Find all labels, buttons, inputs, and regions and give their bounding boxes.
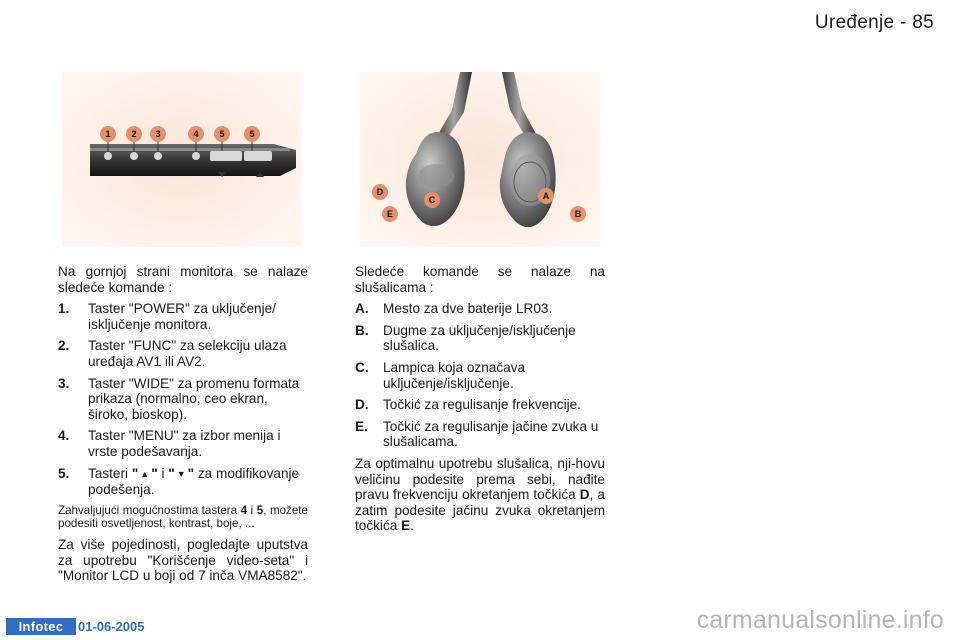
list-item [58,466,308,498]
item-key: A. [355,301,369,317]
outro-text-a: Za optimalnu upotrebu slušalica, nji-hovu veličinu podesite prema sebi, nađite pravu frekvenciju okretanjem točkića [355,455,605,503]
callout-E: E [382,206,398,222]
item-key: E. [355,418,368,434]
callout-B: B [570,206,586,222]
item-key: 4. [58,428,70,444]
callout-4: 4 [188,126,204,142]
quote-close-1: " [151,465,158,481]
arrow-up-icon: ▲ [140,468,150,479]
note-key-4: 4 [240,503,248,517]
left-column [58,264,308,590]
item5-prefix: Tasteri [88,465,129,481]
item-text [88,466,308,498]
left-note [58,504,308,531]
item5-conj: i [161,465,165,481]
list-item [58,301,308,332]
item-text: Točkić za regulisanje jačine zvuka u slušalicama. [383,418,599,450]
callout-A: A [538,188,554,204]
outro-key-e: E [401,518,411,534]
site-watermark[interactable]: carmanualsonline.info [696,606,944,634]
left-more-info: Za više pojedinosti, pogledajte uputstva za upotrebu "Korišćenje video-seta" i "Monitor LCD u boji od 7 inča VMA8582". [58,536,308,584]
outro-text-c: , a zatim podesite jačinu zvuka okretanjem točkića [355,487,605,534]
item-key: 5. [58,465,70,481]
right-intro: Sledeće komande se nalaze na slušalicama : [355,264,605,295]
outro-key-d: D [579,487,590,503]
item-key: 1. [58,301,70,317]
arrow-down-icon: ▼ [176,468,186,479]
page-number: 85 [912,12,934,33]
quote-open-2: " [168,465,175,481]
figure-headphones [360,72,600,247]
right-outro [355,456,605,534]
callout-C: C [424,192,440,208]
list-item [355,419,605,450]
section-title: Uređenje [814,12,895,33]
item-text: Taster "MENU" za izbor menija i vrste podešavanja. [88,428,281,459]
item-text: Točkić za regulisanje frekvencije. [383,397,581,413]
list-item [58,338,308,369]
note-key-5: 5 [256,503,264,517]
header-separator: - [900,12,907,33]
callout-5b: 5 [244,126,260,142]
callout-5a: 5 [214,126,230,142]
item-key: D. [355,397,369,413]
item-text: Lampica koja označava uključenje/isključenje. [383,359,526,391]
list-item [355,323,605,354]
infotec-logo: Infotec [6,618,76,635]
right-column [355,264,605,540]
list-item [58,376,308,423]
left-intro: Na gornjoj strani monitora se nalaze sledeće komande : [58,264,308,295]
item-text: Mesto za dve baterije LR03. [383,301,553,317]
item-text: Taster "POWER" za uključenje/ isključenje monitora. [88,301,276,332]
quote-open-1: " [131,465,139,481]
list-item [355,360,605,391]
item5-suffix: za modifikovanje podešenja. [88,465,300,498]
monitor-top-illustration [62,72,302,247]
figure-monitor-top [62,72,302,247]
list-item [58,428,308,459]
callout-D: D [372,184,388,200]
item-text: Dugme za uključenje/isključenje slušalica. [383,322,576,354]
note-text-d: , možete podesiti osvetljenost, kontrast, boje, ... [58,503,308,531]
headphones-illustration [360,72,600,247]
note-text-c: i [250,503,254,517]
list-item [355,397,605,413]
outro-text-d: . [410,518,414,534]
callout-3: 3 [150,126,166,142]
callout-2: 2 [126,126,142,142]
item-text: Taster "WIDE" za promenu formata prikaza (normalno, ceo ekran, široko, bioskop). [88,375,300,422]
note-text-a: Zahvaljujući mogućnostima tastera [58,503,238,517]
footer-date: 01-06-2005 [78,619,145,634]
item-key: C. [355,359,369,375]
item-key: 2. [58,338,70,354]
item-key: B. [355,322,369,338]
item-text: Taster "FUNC" za selekciju ulaza uređaja AV1 ili AV2. [88,338,287,369]
page-header [815,12,934,34]
item-key: 3. [58,375,70,391]
quote-close-2: " [187,465,195,481]
list-item [355,301,605,317]
callout-1: 1 [100,126,116,142]
